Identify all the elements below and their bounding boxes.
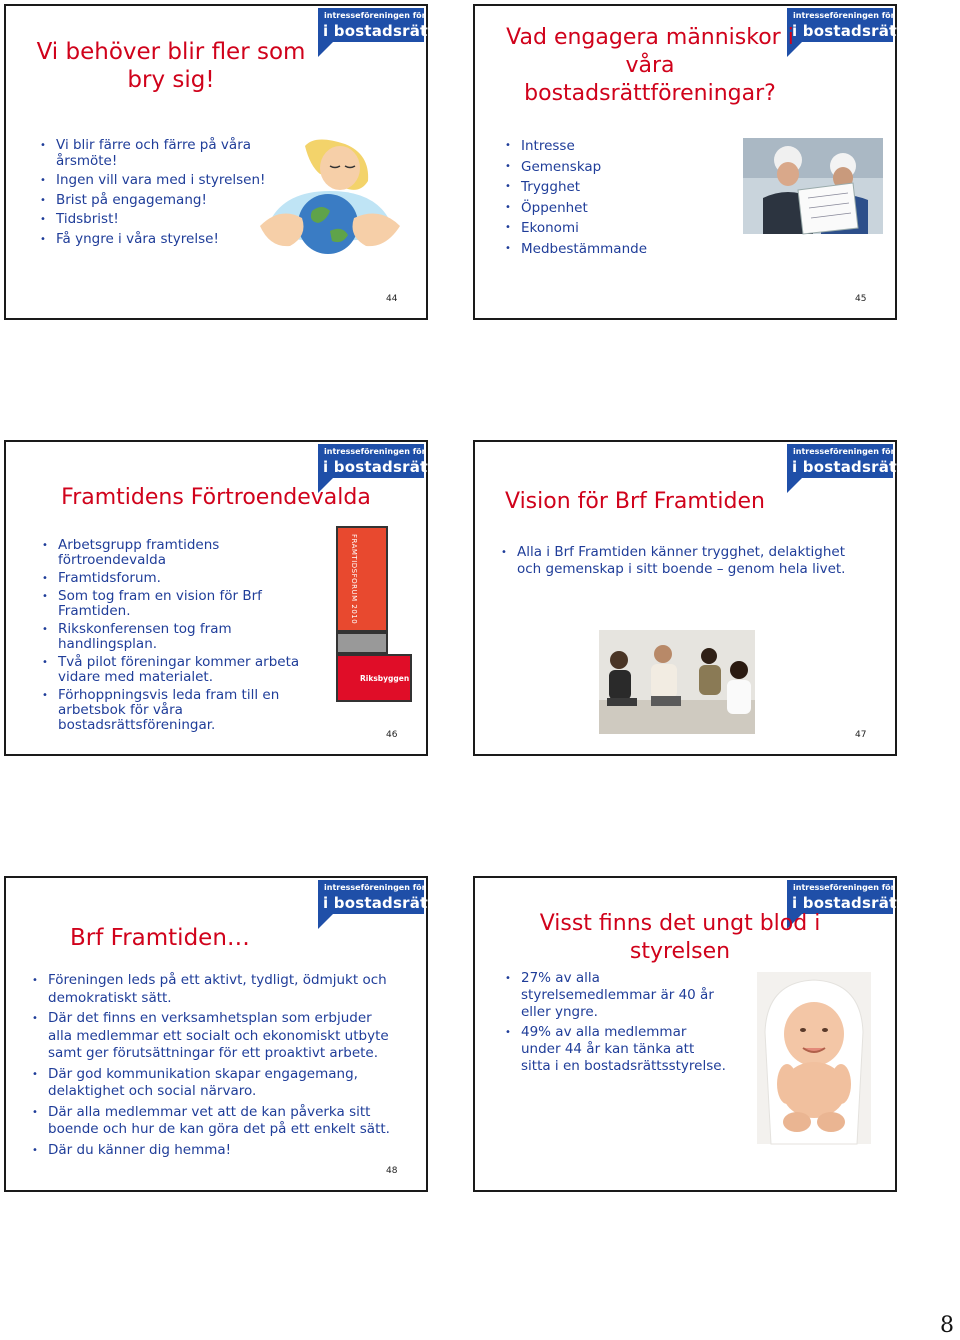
- list-item: • Medbestämmande: [505, 241, 725, 258]
- list-item: • Trygghet: [505, 179, 725, 196]
- association-logo: intresseföreningen för dig i bostadsrätt: [318, 444, 424, 494]
- association-logo: intresseföreningen för dig i bostadsrätt: [787, 880, 893, 930]
- list-item: • Där alla medlemmar vet att de kan påverka sitt boende och hur de kan göra det på ett enkelt sätt.: [32, 1104, 394, 1139]
- list-item: • Tidsbrist!: [40, 212, 270, 228]
- banner-stand-base: [336, 632, 388, 654]
- bullet-list: [505, 138, 725, 261]
- list-item: • Intresse: [505, 138, 725, 155]
- bullet-list: [42, 538, 324, 736]
- list-item: • Som tog fram en vision för Brf Framtiden.: [42, 589, 324, 619]
- list-item: • Gemenskap: [505, 159, 725, 176]
- slide-title: Visst finns det ungt blod i styrelsen: [539, 911, 821, 964]
- slide-title: Vi behöver blir fler som bry sig!: [36, 39, 306, 93]
- bullet-list: [505, 970, 727, 1078]
- list-item: • Där god kommunikation skapar engagemang, delaktighet och social närvaro.: [32, 1066, 394, 1101]
- slide-title: Vad engagera människor i våra bostadsrättföreningar?: [506, 25, 794, 106]
- baby-photo: [757, 972, 871, 1144]
- association-logo: intresseföreningen för dig i bostadsrätt: [787, 8, 893, 58]
- association-logo: intresseföreningen för dig i bostadsrätt: [318, 880, 424, 930]
- list-item: • Två pilot föreningar kommer arbeta vidare med materialet.: [42, 655, 324, 685]
- framtidsforum-banner: [336, 526, 388, 632]
- list-item: • Föreningen leds på ett aktivt, tydligt, ödmjukt och demokratiskt sätt.: [32, 972, 394, 1007]
- association-logo: intresseföreningen för dig i bostadsrätt: [318, 8, 424, 58]
- list-item: • Där det finns en verksamhetsplan som erbjuder alla medlemmar ett socialt och ekonomiskt utbyte samt ger förutsättningar för ett proaktivt arbete.: [32, 1010, 394, 1063]
- slide-49: [473, 876, 912, 1192]
- slide-title: Brf Framtiden…: [70, 925, 250, 951]
- list-item: • Alla i Brf Framtiden känner trygghet, delaktighet och gemenskap i sitt boende – genom hela livet.: [501, 544, 851, 578]
- slide-number: 48: [386, 1166, 398, 1176]
- list-item: • Ekonomi: [505, 220, 725, 237]
- list-item: • Rikskonferensen tog fram handlingsplan.: [42, 622, 324, 652]
- bullet-list: [32, 972, 394, 1162]
- riksbyggen-banner: [336, 654, 412, 702]
- list-item: • Framtidsforum.: [42, 571, 324, 586]
- list-item: • Förhoppningsvis leda fram till en arbetsbok för våra bostadsrättsföreningar.: [42, 688, 324, 733]
- association-logo: intresseföreningen för dig i bostadsrätt: [787, 444, 893, 494]
- slide-48: [4, 876, 443, 1192]
- list-item: • 49% av alla medlemmar under 44 år kan tänka att sitta i en bostadsrättsstyrelse.: [505, 1024, 727, 1075]
- bullet-list: [40, 138, 270, 251]
- list-item: • 27% av alla styrelsemedlemmar är 40 år eller yngre.: [505, 970, 727, 1021]
- list-item: • Få yngre i våra styrelse!: [40, 232, 270, 248]
- group-meeting-photo: [599, 630, 755, 734]
- slide-45: [473, 4, 912, 320]
- slide-46: [4, 440, 443, 756]
- slide-47: [473, 440, 912, 756]
- slide-title: Vision för Brf Framtiden: [505, 489, 765, 514]
- workers-with-blueprint-photo: [743, 138, 883, 234]
- riksbyggen-logo: Riksbyggen: [360, 674, 410, 683]
- woman-with-globe-illustration: [250, 136, 410, 266]
- slide-title: Framtidens Förtroendevalda: [61, 485, 371, 510]
- list-item: • Där du känner dig hemma!: [32, 1142, 394, 1160]
- list-item: • Arbetsgrupp framtidens förtroendevalda: [42, 538, 324, 568]
- page-number: 8: [940, 1313, 954, 1338]
- slide-number: 47: [855, 730, 867, 740]
- banner-text: FRAMTIDSFORUM 2010: [350, 534, 358, 625]
- list-item: • Ingen vill vara med i styrelsen!: [40, 173, 270, 189]
- list-item: • Brist på engagemang!: [40, 193, 270, 209]
- slide-number: 46: [386, 730, 398, 740]
- list-item: • Öppenhet: [505, 200, 725, 217]
- list-item: • Vi blir färre och färre på våra årsmöte!: [40, 138, 270, 169]
- bullet-list: [501, 544, 851, 582]
- slide-44: [4, 4, 443, 320]
- slide-number: 45: [855, 294, 867, 304]
- slide-number: 44: [386, 294, 398, 304]
